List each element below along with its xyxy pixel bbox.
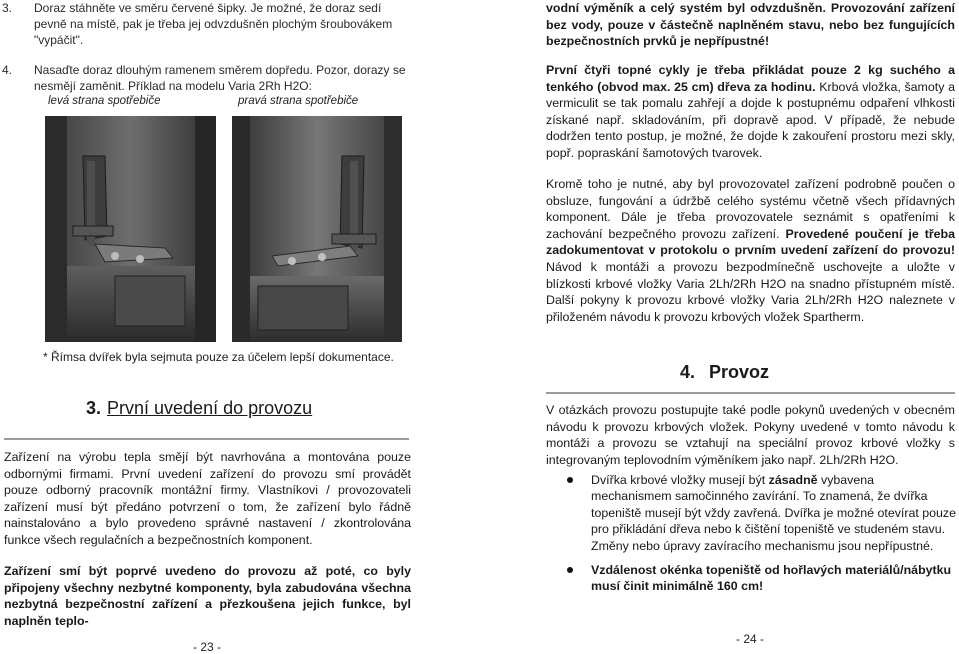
instruction-text-a: Kromě toho je nutné, aby byl provozovatel zařízení podrobně poučen o obsluze, fungování a údržbě celého systému včetně všech přídavných komponent. Dále je třeba provozovatele seznámit s opatřeními k zachování bezpečného provozu zařízení. <box>546 177 955 241</box>
caption-right-side: pravá strana spotřebiče <box>238 95 359 107</box>
step-text: Nasaďte doraz dlouhým ramenem směrem dopředu. Pozor, dorazy se nesmějí zaměnit. Příklad na modelu Varia 2Rh H2O: <box>34 63 406 93</box>
paragraph-operation: V otázkách provozu postupujte také podle pokynů uvedených v obecném návodu k provozu krbových vložek. Pokyny uvedené v tomto návodu k montáži a provozu se vztahují na speciální provoz krbové vložky s integrovaným teplovodním výměníkem jako např. 2Lh/2Rh H2O. <box>546 403 955 467</box>
paragraph-installation: Zařízení na výrobu tepla smějí být navrhována a montována pouze odbornými firmami. První uvedení zařízení do provozu smí provádět pouze odborný pracovník montážní firmy. Vlastníkovi / provozovateli zařízení musí být předáno potvrzení o tom, že zařízení bylo řádně nainstalováno a bylo provedeno správné nastavení / zkontrolována funkce všech regulačních a bezpečnostních komponent. <box>4 450 411 547</box>
section-number: 4. <box>680 362 696 382</box>
paragraph-operator-instruction <box>546 176 955 325</box>
bullet-bold: zásadně <box>768 473 818 487</box>
section-title: První uvedení do provozu <box>107 398 313 418</box>
caption-left-side: levá strana spotřebiče <box>48 95 161 107</box>
paragraph-continued-bold: vodní výměník a celý systém byl odvzdušněn. Provozování zařízení bez vody, pouze v částečně naplněném stavu, nebo bez fungujících bezpečnostních prvků je nepřípustné! <box>546 1 955 49</box>
step-number: 4. <box>2 63 13 77</box>
operation-bullets <box>546 472 958 595</box>
instruction-steps <box>0 0 410 94</box>
bullet-distance <box>546 562 958 595</box>
instruction-text-c: Návod k montáži a provozu bezpodmínečně uschovejte a uložte v blízkosti krbové vložky Varia 2Lh/2Rh H2O na snadno přístupném místě. Další pokyny k provozu krbové vložky Varia 2Lh/2Rh H2O naleznete v přiloženém návodu k provozu krbových vložek Spartherm. <box>546 259 955 324</box>
bullet-text: vybavena mechanismem samočinného zavírání. To znamená, že dvířka topeniště musejí být vždy zavřená. Dvířka je možné otevírat pouze pro přikládání dřeva nebo k čištění topeniště ve studeném stavu. Změny nebo úpravy zavíracího mechanismu jsou nepřípustné. <box>591 473 957 553</box>
heating-cycles-bold: První čtyři topné cykly je třeba přikládat pouze 2 kg suchého a tenkého (obvod max. 25 cm) dřeva za hodinu. <box>546 63 955 94</box>
instruction-bold: Provedené poučení je třeba zadokumentovat v protokolu o prvním uvedení zařízení do provozu! <box>546 226 955 258</box>
section-number: 3. <box>86 398 102 418</box>
bullet-door-closing <box>546 472 958 554</box>
section-title: Provoz <box>709 362 770 382</box>
paragraph-first-start-bold: Zařízení smí být poprvé uvedeno do provozu až poté, co byly připojeny všechny nezbytné komponenty, byla zabudována všechna nezbytná bezpečnostní zařízení a přezkoušena jejich funkce, byl naplněn teplo- <box>4 564 411 628</box>
section-heading-3 <box>86 398 312 419</box>
bullet-text: Dvířka krbové vložky musejí být <box>591 473 769 487</box>
section-divider <box>4 438 409 440</box>
section-divider <box>546 392 955 394</box>
step-4 <box>0 62 410 94</box>
page-number-left: - 23 - <box>193 640 222 654</box>
photo-note: * Římsa dvířek byla sejmuta pouze za účelem lepší dokumentace. <box>43 350 394 364</box>
bullet-bold: Vzdálenost okénka topeniště od hořlavých materiálů/nábytku musí činit minimálně 160 cm! <box>591 563 952 594</box>
step-3 <box>0 0 410 48</box>
photo-left-side <box>45 116 216 342</box>
bullet-dot <box>567 567 573 573</box>
photo-right-side <box>232 116 402 342</box>
step-number: 3. <box>2 1 13 15</box>
heating-cycles-text: Krbová vložka, šamoty a vermiculit se tak pomalu zahřejí a dojde k postupnému odpaření vlhkosti získané např. skladováním, při dopravě apod. V případě, že nebude dodržen tento postup, je možné, že dojde k zakouření prostoru mezi skly, popř. popraskání šamotových tvarovek. <box>546 79 955 160</box>
paragraph-heating-cycles <box>546 62 955 162</box>
stove-interior-right-image <box>232 116 402 342</box>
section-heading-4 <box>680 362 769 383</box>
stove-interior-left-image <box>45 116 216 342</box>
bullet-dot <box>567 477 573 483</box>
step-text: Doraz stáhněte ve směru červené šipky. Je možné, že doraz sedí pevně na místě, pak je třeba jej odvzdušněn plochým šroubovákem "vypáčit". <box>34 1 393 47</box>
page-number-right: - 24 - <box>736 632 765 646</box>
